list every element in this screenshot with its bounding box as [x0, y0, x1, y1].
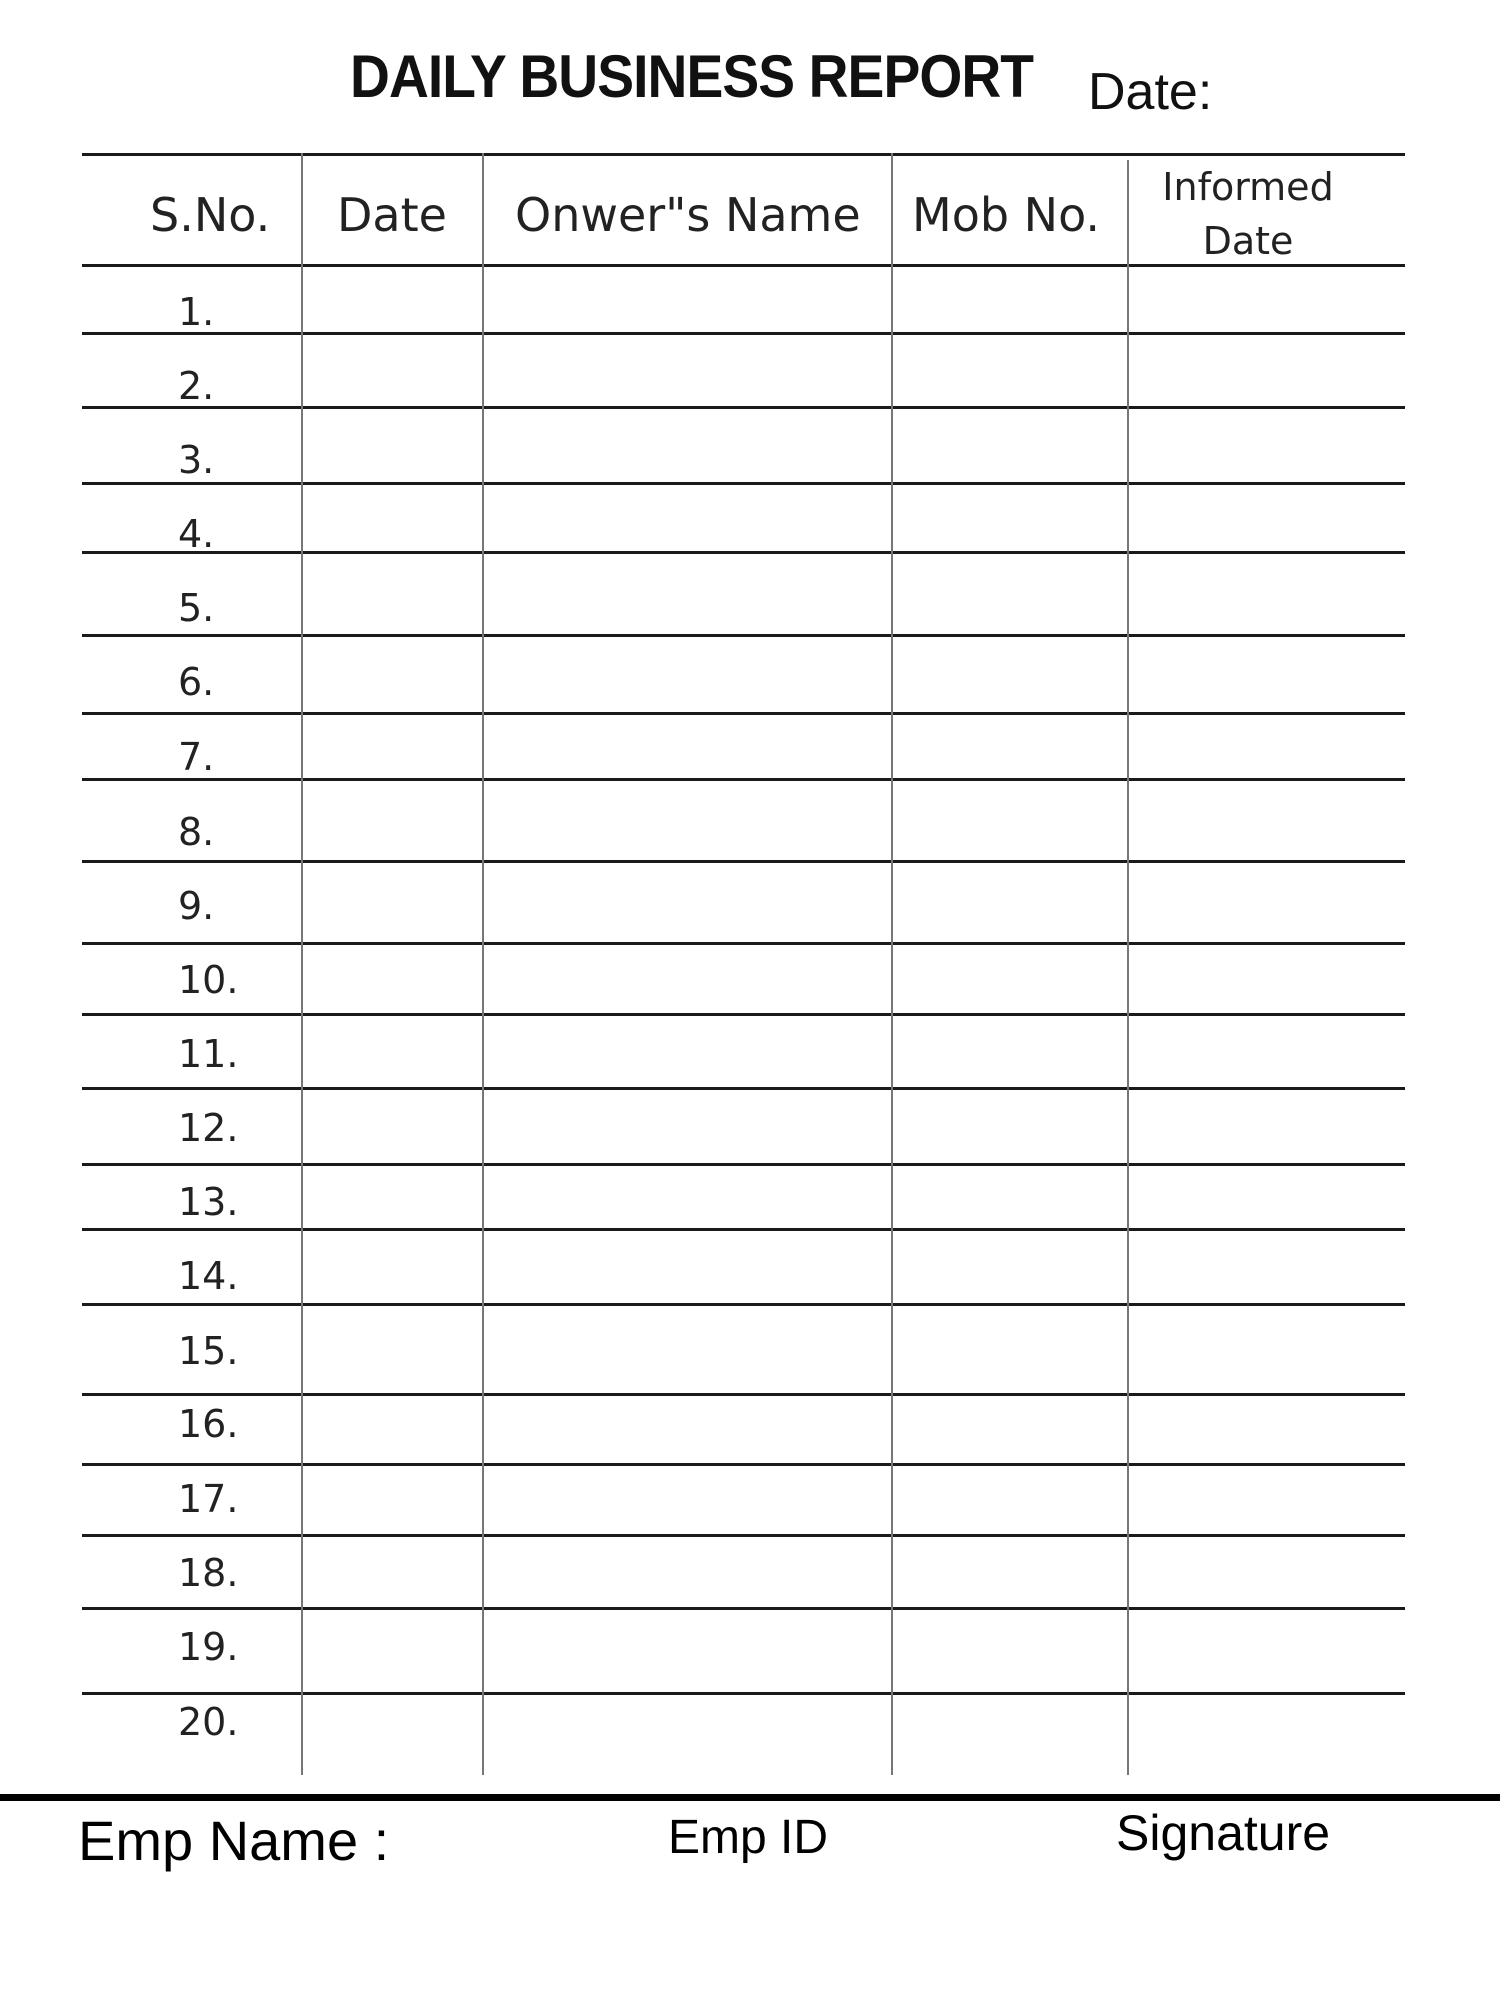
- table-rule: [82, 332, 1405, 335]
- row-number: 18.: [178, 1551, 239, 1595]
- row-number: 6.: [178, 660, 215, 704]
- row-number: 14.: [178, 1254, 239, 1298]
- row-number: 20.: [178, 1700, 239, 1744]
- column-header-sno: S.No.: [150, 188, 271, 242]
- row-number: 1.: [178, 290, 215, 334]
- table-rule: [82, 153, 1405, 156]
- table-rule: [82, 1163, 1405, 1166]
- emp-id-label: Emp ID: [668, 1811, 829, 1864]
- table-rule: [82, 551, 1405, 554]
- table-rule: [82, 860, 1405, 863]
- column-divider: [891, 153, 893, 1775]
- row-number: 13.: [178, 1180, 239, 1224]
- row-number: 7.: [178, 735, 215, 779]
- table-rule: [82, 1228, 1405, 1231]
- emp-name-label: Emp Name :: [78, 1809, 390, 1872]
- column-divider: [1127, 160, 1129, 1775]
- row-number: 5.: [178, 586, 215, 630]
- table-rule: [82, 1463, 1405, 1466]
- table-rule: [82, 1534, 1405, 1537]
- row-number: 16.: [178, 1402, 239, 1446]
- row-number: 17.: [178, 1477, 239, 1521]
- table-rule: [82, 1393, 1405, 1396]
- row-number: 15.: [178, 1329, 239, 1373]
- table-rule: [82, 942, 1405, 945]
- row-number: 8.: [178, 810, 215, 854]
- row-number: 9.: [178, 884, 215, 928]
- column-header-date: Date: [337, 188, 447, 242]
- table-rule: [82, 482, 1405, 485]
- table-rule: [82, 1692, 1405, 1695]
- table-rule: [82, 634, 1405, 637]
- footer-divider: [0, 1794, 1500, 1801]
- row-number: 4.: [178, 512, 215, 556]
- table-rule: [82, 1087, 1405, 1090]
- report-date-label: Date:: [1088, 63, 1213, 121]
- column-header-owner-name: Onwer"s Name: [515, 188, 861, 242]
- column-divider: [482, 153, 484, 1775]
- table-rule: [82, 1303, 1405, 1306]
- report-title: DAILY BUSINESS REPORT: [350, 43, 1034, 110]
- column-header-informed-date: [1128, 160, 1368, 268]
- table-rule: [82, 1607, 1405, 1610]
- column-divider: [301, 153, 303, 1775]
- table-rule: [82, 406, 1405, 409]
- table-rule: [82, 778, 1405, 781]
- row-number: 11.: [178, 1032, 239, 1076]
- row-number: 10.: [178, 958, 239, 1002]
- row-number: 2.: [178, 364, 215, 408]
- table-rule: [82, 712, 1405, 715]
- row-number: 3.: [178, 438, 215, 482]
- column-header-informed: Informed: [1162, 165, 1334, 209]
- row-number: 12.: [178, 1106, 239, 1150]
- column-header-informed-date-line2: Date: [1202, 219, 1294, 263]
- row-number: 19.: [178, 1625, 239, 1669]
- column-header-mob-no: Mob No.: [912, 188, 1101, 242]
- table-rule: [82, 1013, 1405, 1016]
- table-rule: [82, 264, 1405, 267]
- signature-label: Signature: [1116, 1805, 1331, 1861]
